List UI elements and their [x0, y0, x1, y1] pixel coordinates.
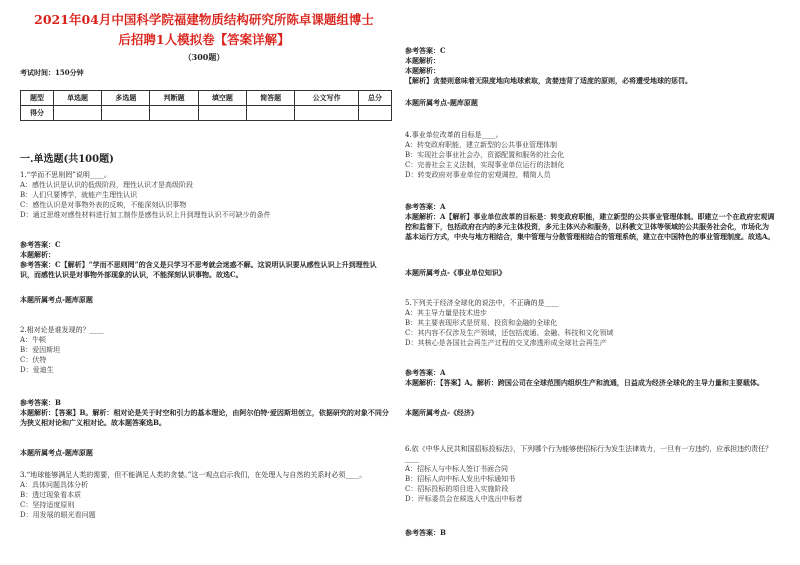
score-header-cell: 多选题 [102, 91, 150, 106]
score-cell[interactable] [198, 106, 246, 121]
title-line-2: 后招聘1人模拟卷【答案详解】 [118, 32, 290, 47]
title-line-1: 2021年04月中国科学院福建物质结构研究所陈卓课题组博士 [34, 12, 374, 27]
exam-time: 考试时间：150分钟 [20, 68, 84, 77]
answer: 参考答案：C [20, 240, 61, 249]
section-title: 一.单选题(共100题) [20, 154, 114, 165]
score-table-row [21, 106, 392, 121]
explanation: 本题解析：【答案】B。解析：相对论是关于时空和引力的基本理论，由阿尔伯特·爱因斯坦创立，依据研究的对象不同分为狭义相对论和广义相对论。故本题答案选B。 [20, 408, 389, 427]
option: B：招标人向中标人发出中标通知书 [405, 475, 516, 483]
score-cell[interactable] [102, 106, 150, 121]
option: D：转变政府对事业单位的宏观调控，精简人员 [405, 171, 551, 179]
score-header-cell: 公文写作 [295, 91, 359, 106]
knowledge-point: 本题所属考点-题库原题 [20, 448, 93, 457]
question-1 [20, 170, 390, 220]
knowledge-point: 本题所属考点-题库原题 [20, 295, 93, 304]
question-4 [405, 130, 775, 180]
option: C：坚持适度原则 [20, 501, 75, 509]
knowledge-point-2 [20, 448, 390, 458]
question-stem: 3.“地球能够满足人类的需要，但不能满足人类的贪婪。”这一观点启示我们，在处理人与自然的关系时必须____。 [20, 471, 367, 479]
score-cell[interactable] [150, 106, 198, 121]
knowledge-point: 本题所属考点-《事业单位知识》 [405, 268, 506, 277]
option: A：招标人与中标人签订书面合同 [405, 465, 509, 473]
option: A：牛顿 [20, 336, 47, 344]
question-5 [405, 298, 775, 348]
question-stem: 6.依《中华人民共和国招标投标法》，下列哪个行为能够使招标行为发生法律效力，一旦有一方违约，应承担违约责任？____ [405, 445, 773, 463]
knowledge-point-5 [405, 408, 775, 418]
score-cell[interactable] [247, 106, 295, 121]
knowledge-point-3 [405, 98, 775, 108]
score-row-label: 得分 [21, 106, 54, 121]
answer: 参考答案：A [405, 368, 446, 377]
option: D：爱迪生 [20, 366, 54, 374]
answer-block-3 [405, 46, 775, 86]
score-header-cell: 单选题 [53, 91, 101, 106]
option: D：用发展的眼光看问题 [20, 511, 96, 519]
option: A：感性认识是认识的低级阶段，理性认识才是高级阶段 [20, 181, 194, 189]
question-3 [20, 470, 390, 520]
option: C：其内容不仅涉及生产领域，还包括流通、金融、科技和文化领域 [405, 329, 614, 337]
score-table [20, 90, 392, 121]
question-stem: 1.“学而不思则罔”说明____。 [20, 171, 111, 179]
knowledge-point-1 [20, 295, 390, 305]
answer-block-5 [405, 368, 775, 388]
answer-block-6 [405, 528, 775, 538]
answer-block-4 [405, 202, 775, 242]
option: B：实现社会事业社会办，资源配置和服务的社会化 [405, 151, 565, 159]
explanation: 【解析】贪婪则意味着无限度地向地球索取，贪婪违背了适度的原则，必将遭受地球的惩罚。 [405, 76, 692, 85]
explanation: 本题解析：A【解析】事业单位改革的目标是：转变政府职能，建立新型的公共事业管理体制。即建立一个在政府宏观调控和监督下，包括政府在内的多元主体投资，多元主体兴办和服务，以科教文卫体等领域的公共服务社会化，市场化为基本运行方式，中央与地方相结合，集中管理与分散管理相结合的管理系统，建立在中国特色的事业管理制度。故选A。 [405, 212, 775, 241]
answer-block-1 [20, 240, 390, 280]
score-table-header-row [21, 91, 392, 106]
option: D：评标委员会在候选人中选出中标者 [405, 495, 523, 503]
option: B：其主要表现形式是贸易、投资和金融的全球化 [405, 319, 558, 327]
score-cell[interactable] [53, 106, 101, 121]
score-header-cell: 简答题 [247, 91, 295, 106]
score-header-cell: 判断题 [150, 91, 198, 106]
question-stem: 4.事业单位改革的目标是____。 [405, 131, 503, 139]
subtitle: （300题） [183, 52, 225, 62]
option: A：转变政府职能，建立新型的公共事业管理体制 [405, 141, 558, 149]
explanation: 参考答案：C【解析】“学而不思则罔”的含义是只学习不思考就会迷惑不解。这说明认识要从感性认识上升到理性认识，而感性认识是对事物外部现象的认识，不能深刻认识事物。故选C。 [20, 260, 377, 279]
answer: 参考答案：C [405, 46, 446, 55]
option: B：透过现象看本质 [20, 491, 82, 499]
knowledge-point: 本题所属考点-题库原题 [405, 98, 478, 107]
option: D：通过思维对感性材料进行加工制作是感性认识上升到理性认识不可缺少的条件 [20, 211, 271, 219]
document-title [20, 10, 388, 50]
question-stem: 2.相对论是谁发现的？____ [20, 326, 104, 334]
answer: 参考答案：B [20, 398, 61, 407]
knowledge-point: 本题所属考点-《经济》 [405, 408, 478, 417]
option: B：爱因斯坦 [20, 346, 61, 354]
option: A：其主导力量是技术进步 [405, 309, 488, 317]
option: C：伏特 [20, 356, 47, 364]
answer-block-2 [20, 398, 390, 428]
explanation-label: 本题解析： [405, 66, 440, 75]
question-2 [20, 325, 390, 375]
score-header-cell: 填空题 [198, 91, 246, 106]
option: C：招标投标的项目进入实施阶段 [405, 485, 509, 493]
explanation-label: 本题解析： [405, 56, 440, 65]
question-6 [405, 444, 775, 504]
explanation-label: 本题解析： [20, 250, 55, 259]
score-cell[interactable] [358, 106, 391, 121]
option: C：感性认识是对事物外表的反映，不能深刻认识事物 [20, 201, 187, 209]
option: D：其核心是各国社会再生产过程的交叉渗透形成全球社会再生产 [405, 339, 607, 347]
knowledge-point-4 [405, 268, 775, 278]
option: C：完善社会主义法制，实现事业单位运行的法制化 [405, 161, 565, 169]
score-cell[interactable] [295, 106, 359, 121]
option: B：人们只要博学，就能产生理性认识 [20, 191, 138, 199]
answer: 参考答案：A [405, 202, 446, 211]
score-header-cell: 总分 [358, 91, 391, 106]
answer: 参考答案：B [405, 528, 446, 537]
option: A：具体问题具体分析 [20, 481, 89, 489]
explanation: 本题解析：【答案】A。解析：跨国公司在全球范围内组织生产和流通，日益成为经济全球化的主导力量和主要载体。 [405, 378, 764, 387]
question-stem: 5.下列关于经济全球化的说法中，不正确的是____ [405, 299, 559, 307]
score-header-cell: 题型 [21, 91, 54, 106]
